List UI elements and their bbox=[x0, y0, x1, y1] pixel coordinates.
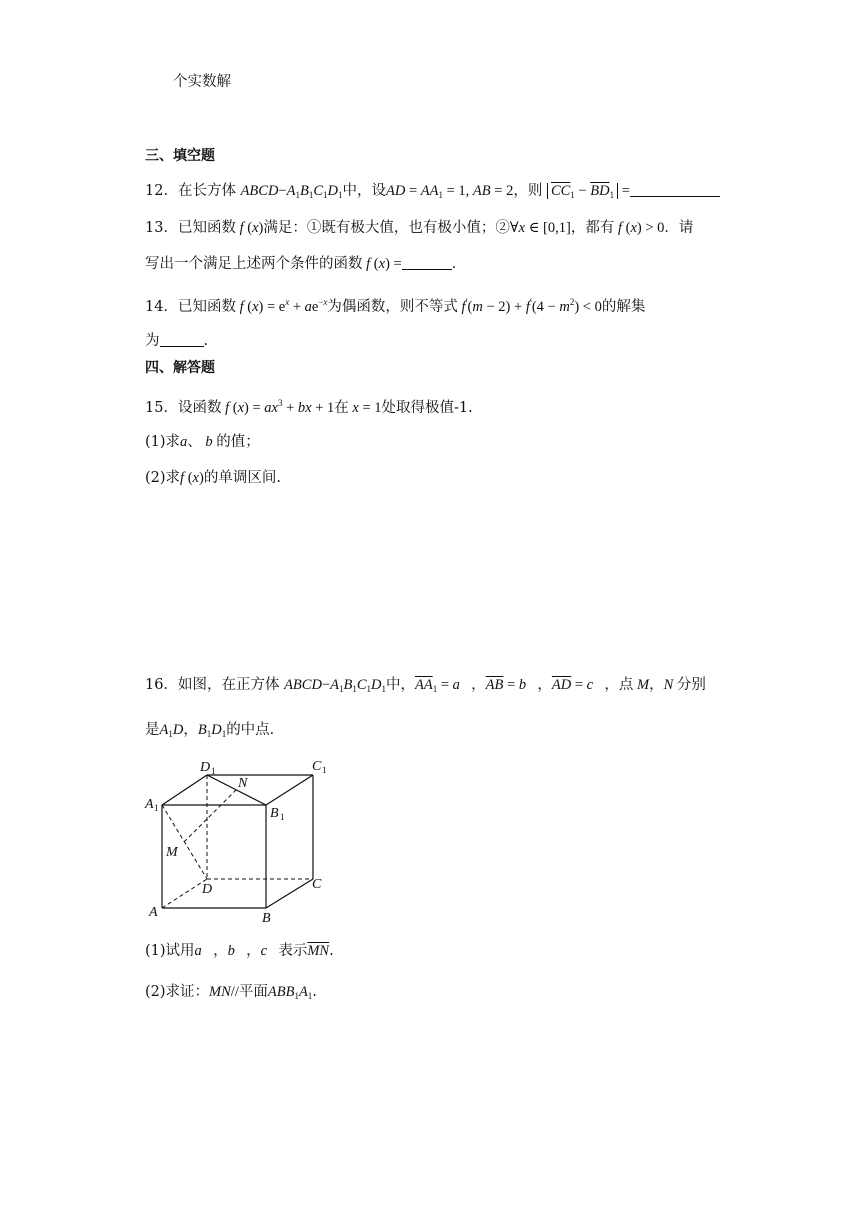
question-16-part-1: (1)试用a⃗，b⃗，c⃗表示$\overline{MN}$. bbox=[145, 943, 334, 959]
answer-blank[interactable] bbox=[630, 182, 720, 197]
edge-a1-d1 bbox=[162, 775, 207, 805]
label-b: B bbox=[262, 911, 271, 926]
question-16-line-1: 16．如图，在正方体 $ABCD-A_1B_1C_1D_1$中，$\overline{AA}_1$ = a⃗，$\overline{AB}$ = b⃗，$\overline{AD}$ = c⃗，点 M，N 分别 bbox=[145, 677, 706, 694]
question-16-line-2: 是$A_1D$，$B_1D_1$的中点． bbox=[145, 722, 285, 739]
question-number: 13． bbox=[145, 220, 178, 236]
question-15: 15．设函数 f $(x) = ax^3$ + bx + 1在 x = 1处取得极值-1. bbox=[145, 398, 473, 416]
hidden-segment-m-n bbox=[184, 790, 236, 842]
answer-blank[interactable] bbox=[402, 255, 452, 270]
segment-d1-b1 bbox=[207, 775, 266, 805]
math-cuboid: ABCD bbox=[240, 183, 279, 199]
edge-c1-b1 bbox=[266, 775, 313, 805]
question-12: 12．在长方体 $ABCD-A_1B_1C_1D_1$中，设AD = $AA_1 = 1$, AB = 2，则 $\overline{CC}_1 - \overline{BD}_1$ = bbox=[145, 181, 720, 205]
question-16-part-2: (2)求证：MN//平面$ABB_1A_1$. bbox=[145, 984, 317, 1001]
svg-text:1: 1 bbox=[154, 803, 159, 813]
label-d: D bbox=[202, 882, 213, 897]
hidden-edge-a-d bbox=[162, 879, 207, 908]
math-vector-norm: $\overline{CC}_1 - \overline{BD}_1$ bbox=[547, 183, 618, 199]
question-15-part-2: (2)求f (x)的单调区间. bbox=[145, 470, 281, 486]
label-b1: B bbox=[270, 806, 279, 821]
question-13-line-1: 13．已知函数 f (x)满足：①既有极大值，也有极小值；②∀x ∈ [0,1]，都有 f (x) > 0．请 bbox=[145, 220, 694, 236]
question-number: 12． bbox=[145, 183, 178, 199]
svg-text:1: 1 bbox=[322, 765, 327, 775]
answer-blank[interactable] bbox=[160, 332, 204, 347]
section-heading-answer: 四、解答题 bbox=[145, 360, 215, 376]
label-c: C bbox=[312, 877, 322, 892]
label-m: M bbox=[166, 845, 178, 860]
cube-figure bbox=[140, 755, 340, 930]
question-number: 15． bbox=[145, 400, 178, 416]
math-condition: AD bbox=[385, 183, 406, 199]
svg-text:1: 1 bbox=[280, 812, 285, 822]
question-number: 16． bbox=[145, 677, 178, 693]
svg-text:1: 1 bbox=[211, 766, 216, 776]
question-14-line-2: 为 . bbox=[145, 333, 209, 349]
label-d1: D bbox=[200, 760, 211, 775]
edge-c-b bbox=[266, 879, 313, 908]
label-a: A bbox=[149, 905, 158, 920]
question-13-line-2: 写出一个满足上述两个条件的函数 f (x) = ． bbox=[145, 256, 467, 272]
label-c1: C bbox=[312, 759, 322, 774]
section-heading-fill-in: 三、填空题 bbox=[145, 148, 215, 164]
label-n: N bbox=[238, 776, 248, 791]
question-15-part-1: (1)求a、 b 的值； bbox=[145, 434, 260, 450]
question-14-line-1: 14．已知函数 f $(x) = e^x + ae^{-x}$为偶函数，则不等式 $f'(m - 2) + f'(4 - m^2) < 0$的解集 bbox=[145, 297, 646, 315]
label-a1: A bbox=[145, 797, 154, 812]
question-number: 14． bbox=[145, 299, 178, 315]
previous-question-fragment: 个实数解 bbox=[173, 74, 231, 90]
math-fx: f bbox=[235, 220, 248, 236]
